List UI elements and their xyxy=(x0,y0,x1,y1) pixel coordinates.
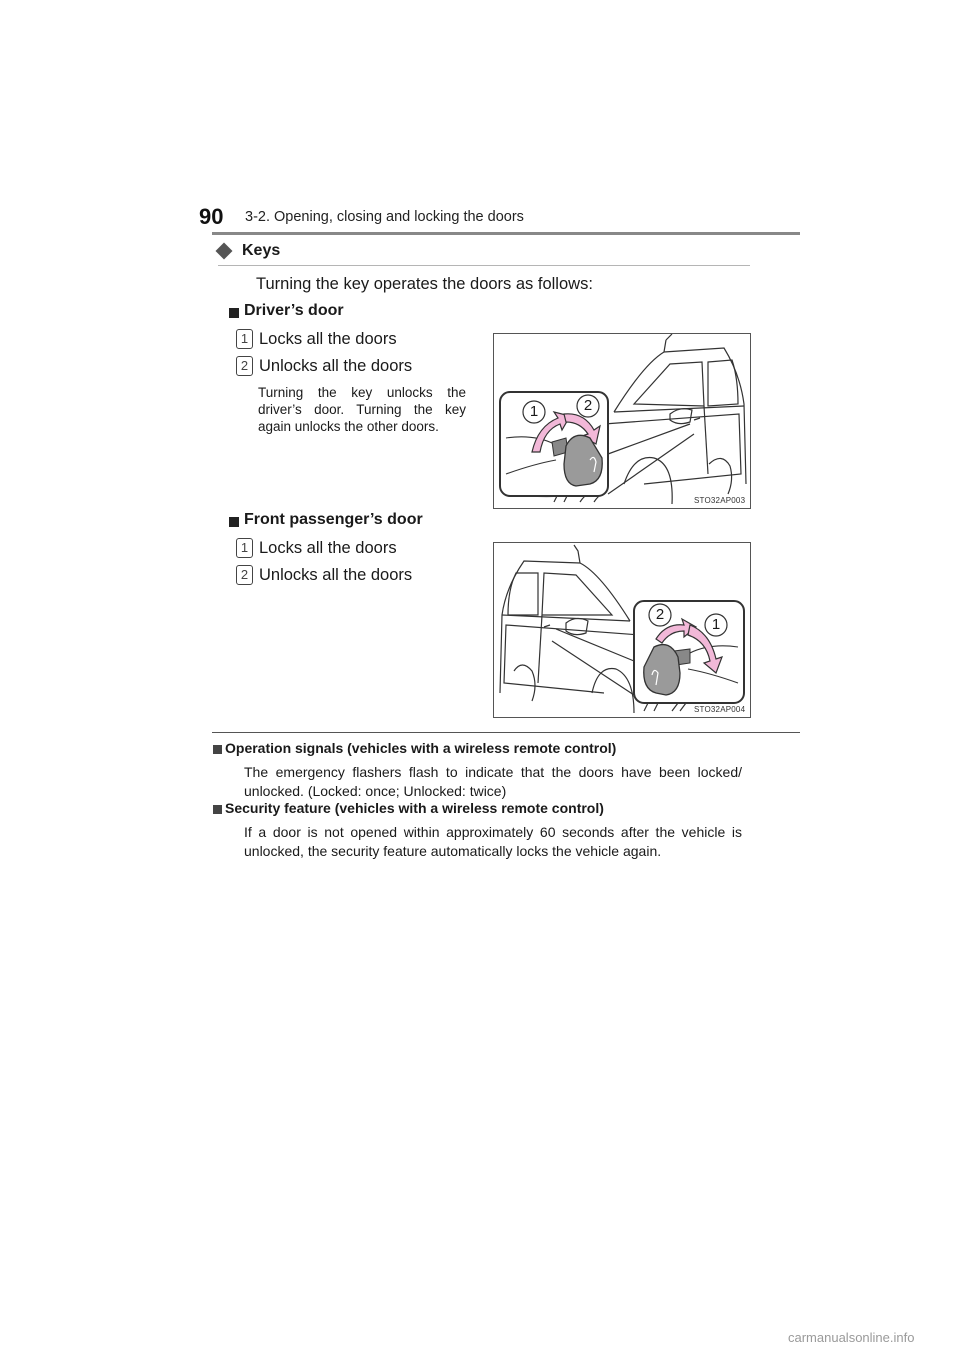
square-bullet-icon xyxy=(213,805,222,814)
square-bullet-icon xyxy=(229,517,239,527)
driver-note: Turning the key unlocks the driver’s door. Turning the key again unlocks the other doors. xyxy=(258,385,466,434)
square-bullet-icon xyxy=(213,745,222,754)
step-number-2: 2 xyxy=(236,356,253,376)
passenger-step-1: Locks all the doors xyxy=(259,539,397,557)
security-feature-text: If a door is not opened within approximately 60 seconds after the vehicle is unlocked, the security feature automatically locks the vehicle again. xyxy=(244,824,742,859)
callout-1: 1 xyxy=(711,616,721,633)
section-divider xyxy=(212,732,800,733)
operation-signals-heading: Operation signals (vehicles with a wireless remote control) xyxy=(225,740,617,756)
square-bullet-icon xyxy=(229,308,239,318)
keys-heading: Keys xyxy=(242,242,281,259)
figure-id: STO32AP004 xyxy=(694,705,746,714)
driver-door-figure xyxy=(493,333,751,509)
passenger-door-figure xyxy=(493,542,751,718)
step-number-2: 2 xyxy=(236,565,253,585)
operation-signals-text: The emergency flashers flash to indicate that the doors have been locked/ unlocked. (Locked: once; Unlocked: twice) xyxy=(244,764,742,799)
callout-1: 1 xyxy=(529,403,539,420)
keys-rule xyxy=(218,265,750,266)
car-illustration-driver xyxy=(494,334,750,508)
step-number-1: 1 xyxy=(236,538,253,558)
passenger-door-heading: Front passenger’s door xyxy=(244,511,423,528)
callout-2: 2 xyxy=(583,397,593,414)
driver-step-1: Locks all the doors xyxy=(259,330,397,348)
step-number-1: 1 xyxy=(236,329,253,349)
passenger-step-2: Unlocks all the doors xyxy=(259,566,413,584)
keys-intro: Turning the key operates the doors as follows: xyxy=(256,275,593,293)
diamond-bullet-icon xyxy=(216,243,233,260)
watermark: carmanualsonline.info xyxy=(788,1330,915,1345)
page-number: 90 xyxy=(199,204,224,229)
security-feature-heading: Security feature (vehicles with a wireless remote control) xyxy=(225,800,604,816)
driver-step-2: Unlocks all the doors xyxy=(259,357,413,375)
header-rule xyxy=(212,232,800,235)
section-title: 3-2. Opening, closing and locking the doors xyxy=(245,209,524,225)
callout-2: 2 xyxy=(655,606,665,623)
driver-door-heading: Driver’s door xyxy=(244,302,344,319)
figure-id: STO32AP003 xyxy=(694,496,746,505)
